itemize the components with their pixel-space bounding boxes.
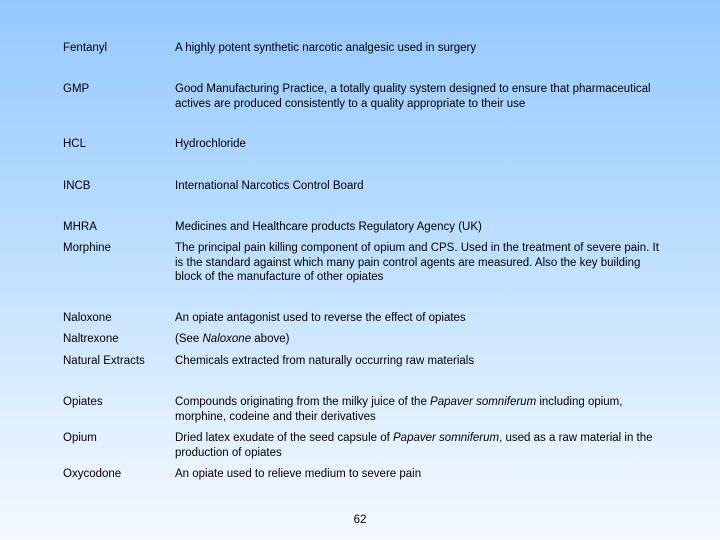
glossary-term: Morphine bbox=[63, 242, 111, 254]
definition-text: Chemicals extracted from naturally occurring raw materials bbox=[175, 355, 475, 367]
definition-text: (See bbox=[175, 333, 203, 345]
definition-text: Dried latex exudate of the seed capsule of bbox=[175, 432, 394, 444]
page-number: 62 bbox=[353, 514, 367, 526]
definition-text: including opium, morphine, codeine and their derivatives bbox=[175, 396, 623, 423]
glossary-term: Fentanyl bbox=[63, 42, 108, 54]
glossary-definition bbox=[175, 137, 663, 152]
definition-text: A highly potent synthetic narcotic analgesic used in surgery bbox=[175, 42, 477, 54]
glossary-term: HCL bbox=[63, 138, 87, 150]
definition-text: Compounds originating from the milky juice of the bbox=[175, 396, 431, 408]
definition-text: An opiate used to relieve medium to severe pain bbox=[175, 468, 422, 480]
definition-text: International Narcotics Control Board bbox=[175, 180, 364, 192]
glossary-definition bbox=[175, 82, 663, 111]
glossary-term: Naloxone bbox=[63, 312, 112, 324]
definition-text: Medicines and Healthcare products Regulatory Agency (UK) bbox=[175, 221, 482, 233]
definition-text: Hydrochloride bbox=[175, 138, 246, 150]
glossary-term: Naltrexone bbox=[63, 333, 119, 345]
glossary-definition bbox=[175, 431, 663, 460]
definition-italic-text: Papaver somniferum bbox=[393, 432, 500, 444]
glossary-definition bbox=[175, 467, 663, 482]
glossary-term: MHRA bbox=[63, 221, 97, 233]
definition-italic-text: Papaver somniferum bbox=[430, 396, 537, 408]
glossary-term: GMP bbox=[63, 83, 90, 95]
glossary-definition bbox=[175, 41, 663, 56]
definition-text: Good Manufacturing Practice, a totally quality system designed to ensure that pharmaceutical actives are produced consistently to a quality appropriate to their use bbox=[175, 83, 651, 110]
glossary-definition bbox=[175, 332, 663, 347]
glossary-definition bbox=[175, 220, 663, 235]
glossary-term: Natural Extracts bbox=[63, 355, 145, 367]
glossary-term: Opiates bbox=[63, 396, 103, 408]
glossary-definition bbox=[175, 395, 663, 424]
definition-italic-text: Naloxone bbox=[202, 333, 252, 345]
definition-text: The principal pain killing component of opium and CPS. Used in the treatment of severe pain. It is the standard against which many pain control agents are measured. Also the key building block of the manufacture of other opiates bbox=[175, 242, 659, 284]
glossary-definition bbox=[175, 241, 663, 285]
glossary-definition bbox=[175, 179, 663, 194]
glossary-term: Opium bbox=[63, 432, 97, 444]
definition-text: above) bbox=[251, 333, 290, 345]
glossary-definition bbox=[175, 311, 663, 326]
definition-text: , used as a raw material in the production of opiates bbox=[175, 432, 653, 459]
glossary-term: Oxycodone bbox=[63, 468, 122, 480]
definition-text: An opiate antagonist used to reverse the effect of opiates bbox=[175, 312, 466, 324]
glossary-definition bbox=[175, 354, 663, 369]
glossary-term: INCB bbox=[63, 180, 91, 192]
